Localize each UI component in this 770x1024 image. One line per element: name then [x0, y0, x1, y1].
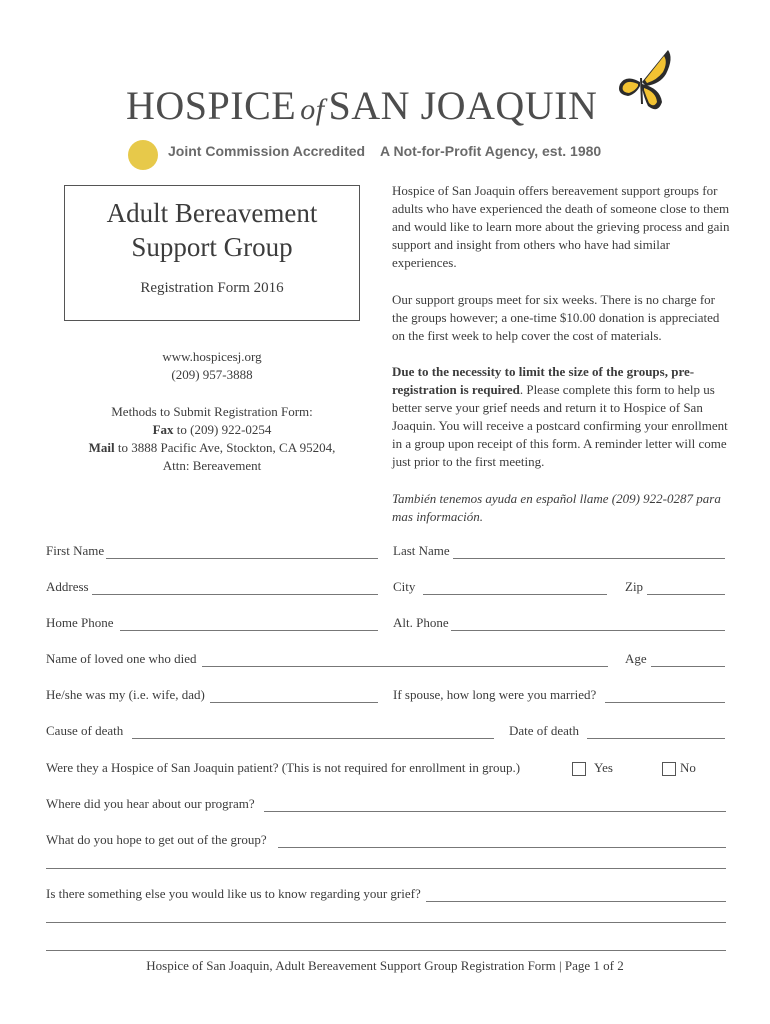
attn-line: Attn: Bereavement	[162, 458, 262, 473]
title-line1: Adult Bereavement	[106, 198, 318, 228]
relation-field[interactable]	[46, 687, 378, 705]
city-label: City	[393, 579, 416, 594]
loved-one-label: Name of loved one who died	[46, 651, 197, 666]
accreditation-text: Joint Commission Accredited	[168, 143, 366, 159]
mail-label: Mail	[88, 440, 115, 455]
zip-label: Zip	[625, 579, 644, 594]
brand-name-of: of	[300, 93, 325, 126]
no-label: No	[680, 760, 696, 775]
home-phone-field[interactable]	[46, 615, 378, 633]
home-phone-input-line[interactable]	[120, 630, 378, 631]
first-name-field[interactable]	[46, 543, 378, 561]
alt-phone-input-line[interactable]	[451, 630, 725, 631]
alt-phone-field[interactable]	[393, 615, 725, 633]
mail-line	[64, 439, 360, 457]
first-name-input-line[interactable]	[106, 558, 378, 559]
yes-checkbox[interactable]	[572, 762, 586, 776]
home-phone-label: Home Phone	[46, 615, 114, 630]
else-extra-line-2[interactable]	[46, 950, 726, 951]
registration-paragraph	[392, 363, 732, 471]
date-of-death-field[interactable]	[509, 723, 725, 741]
hope-input-line[interactable]	[278, 847, 726, 848]
brand-name-part2: SAN JOAQUIN	[328, 83, 598, 128]
city-field[interactable]	[393, 579, 607, 597]
page-footer: Hospice of San Joaquin, Adult Bereavement Support Group Registration Form | Page 1 of 2	[146, 958, 624, 973]
else-extra-line-1[interactable]	[46, 922, 726, 923]
first-name-label: First Name	[46, 543, 105, 558]
seal-icon	[128, 140, 158, 170]
fax-text: to (209) 922-0254	[173, 422, 272, 437]
form-subtitle: Registration Form 2016	[140, 280, 284, 296]
phone-number: (209) 957-3888	[171, 367, 253, 382]
age-field[interactable]	[625, 651, 725, 669]
spouse-label: If spouse, how long were you married?	[393, 687, 597, 702]
yes-label: Yes	[594, 760, 613, 775]
fax-label: Fax	[152, 422, 174, 437]
brand-name-part1: HOSPICE	[126, 83, 297, 128]
butterfly-icon	[612, 44, 674, 116]
brand-logo	[126, 84, 626, 140]
last-name-field[interactable]	[393, 543, 725, 561]
meeting-paragraph: Our support groups meet for six weeks. There is no charge for the groups however; a one-time $10.00 donation is appreciated on the first week to help cover the cost of materials.	[392, 292, 720, 343]
cause-input-line[interactable]	[132, 738, 494, 739]
hear-about-field[interactable]	[46, 796, 726, 814]
address-input-line[interactable]	[92, 594, 378, 595]
else-field[interactable]	[46, 886, 726, 904]
fax-line	[64, 421, 360, 439]
cause-label: Cause of death	[46, 723, 124, 738]
spouse-field[interactable]	[393, 687, 725, 705]
relation-label: He/she was my (i.e. wife, dad)	[46, 687, 205, 702]
intro-paragraph: Hospice of San Joaquin offers bereavement support groups for adults who have experienced the death of someone close to them and would like to learn more about the grieving process and gain support and insight from others who have had similar experiences.	[392, 183, 730, 270]
loved-one-field[interactable]	[46, 651, 608, 669]
date-of-death-input-line[interactable]	[587, 738, 725, 739]
date-of-death-label: Date of death	[509, 723, 580, 738]
address-field[interactable]	[46, 579, 378, 597]
cause-field[interactable]	[46, 723, 494, 741]
patient-question-row	[46, 760, 726, 778]
hope-extra-line[interactable]	[46, 868, 726, 869]
registration-required-text: Due to the necessity to limit the size of the groups, pre-registration is required	[392, 364, 695, 397]
title-box	[64, 185, 360, 321]
methods-label: Methods to Submit Registration Form:	[111, 404, 313, 419]
patient-question-label: Were they a Hospice of San Joaquin patient? (This is not required for enrollment in group.)	[46, 760, 521, 775]
zip-input-line[interactable]	[647, 594, 725, 595]
loved-one-input-line[interactable]	[202, 666, 608, 667]
accreditation-row	[128, 140, 628, 170]
spanish-note: También tenemos ayuda en español llame (209) 922-0287 para mas información.	[392, 491, 721, 524]
last-name-label: Last Name	[393, 543, 450, 558]
contact-block	[64, 348, 360, 384]
relation-input-line[interactable]	[210, 702, 378, 703]
else-input-line[interactable]	[426, 901, 726, 902]
hear-about-input-line[interactable]	[264, 811, 726, 812]
last-name-input-line[interactable]	[453, 558, 725, 559]
else-label: Is there something else you would like us to know regarding your grief?	[46, 886, 421, 901]
zip-field[interactable]	[625, 579, 725, 597]
hope-label: What do you hope to get out of the group?	[46, 832, 267, 847]
hear-about-label: Where did you hear about our program?	[46, 796, 255, 811]
age-label: Age	[625, 651, 647, 666]
registration-details: . Please complete this form to help us better serve your grief needs and return it to Hospice of San Joaquin. You will receive a postcard confirming your enrollment in a group upon receipt of this form. A reminder letter will come just prior to the first meeting.	[392, 382, 728, 469]
address-label: Address	[46, 579, 89, 594]
no-checkbox[interactable]	[662, 762, 676, 776]
city-input-line[interactable]	[423, 594, 607, 595]
tagline: A Not-for-Profit Agency, est. 1980	[380, 143, 602, 159]
website-link[interactable]: www.hospicesj.org	[162, 349, 262, 364]
hope-field[interactable]	[46, 832, 726, 850]
spouse-input-line[interactable]	[605, 702, 725, 703]
alt-phone-label: Alt. Phone	[393, 615, 449, 630]
age-input-line[interactable]	[651, 666, 725, 667]
mail-text: to 3888 Pacific Ave, Stockton, CA 95204,	[114, 440, 336, 455]
title-line2: Support Group	[131, 232, 293, 262]
methods-block	[64, 403, 360, 475]
